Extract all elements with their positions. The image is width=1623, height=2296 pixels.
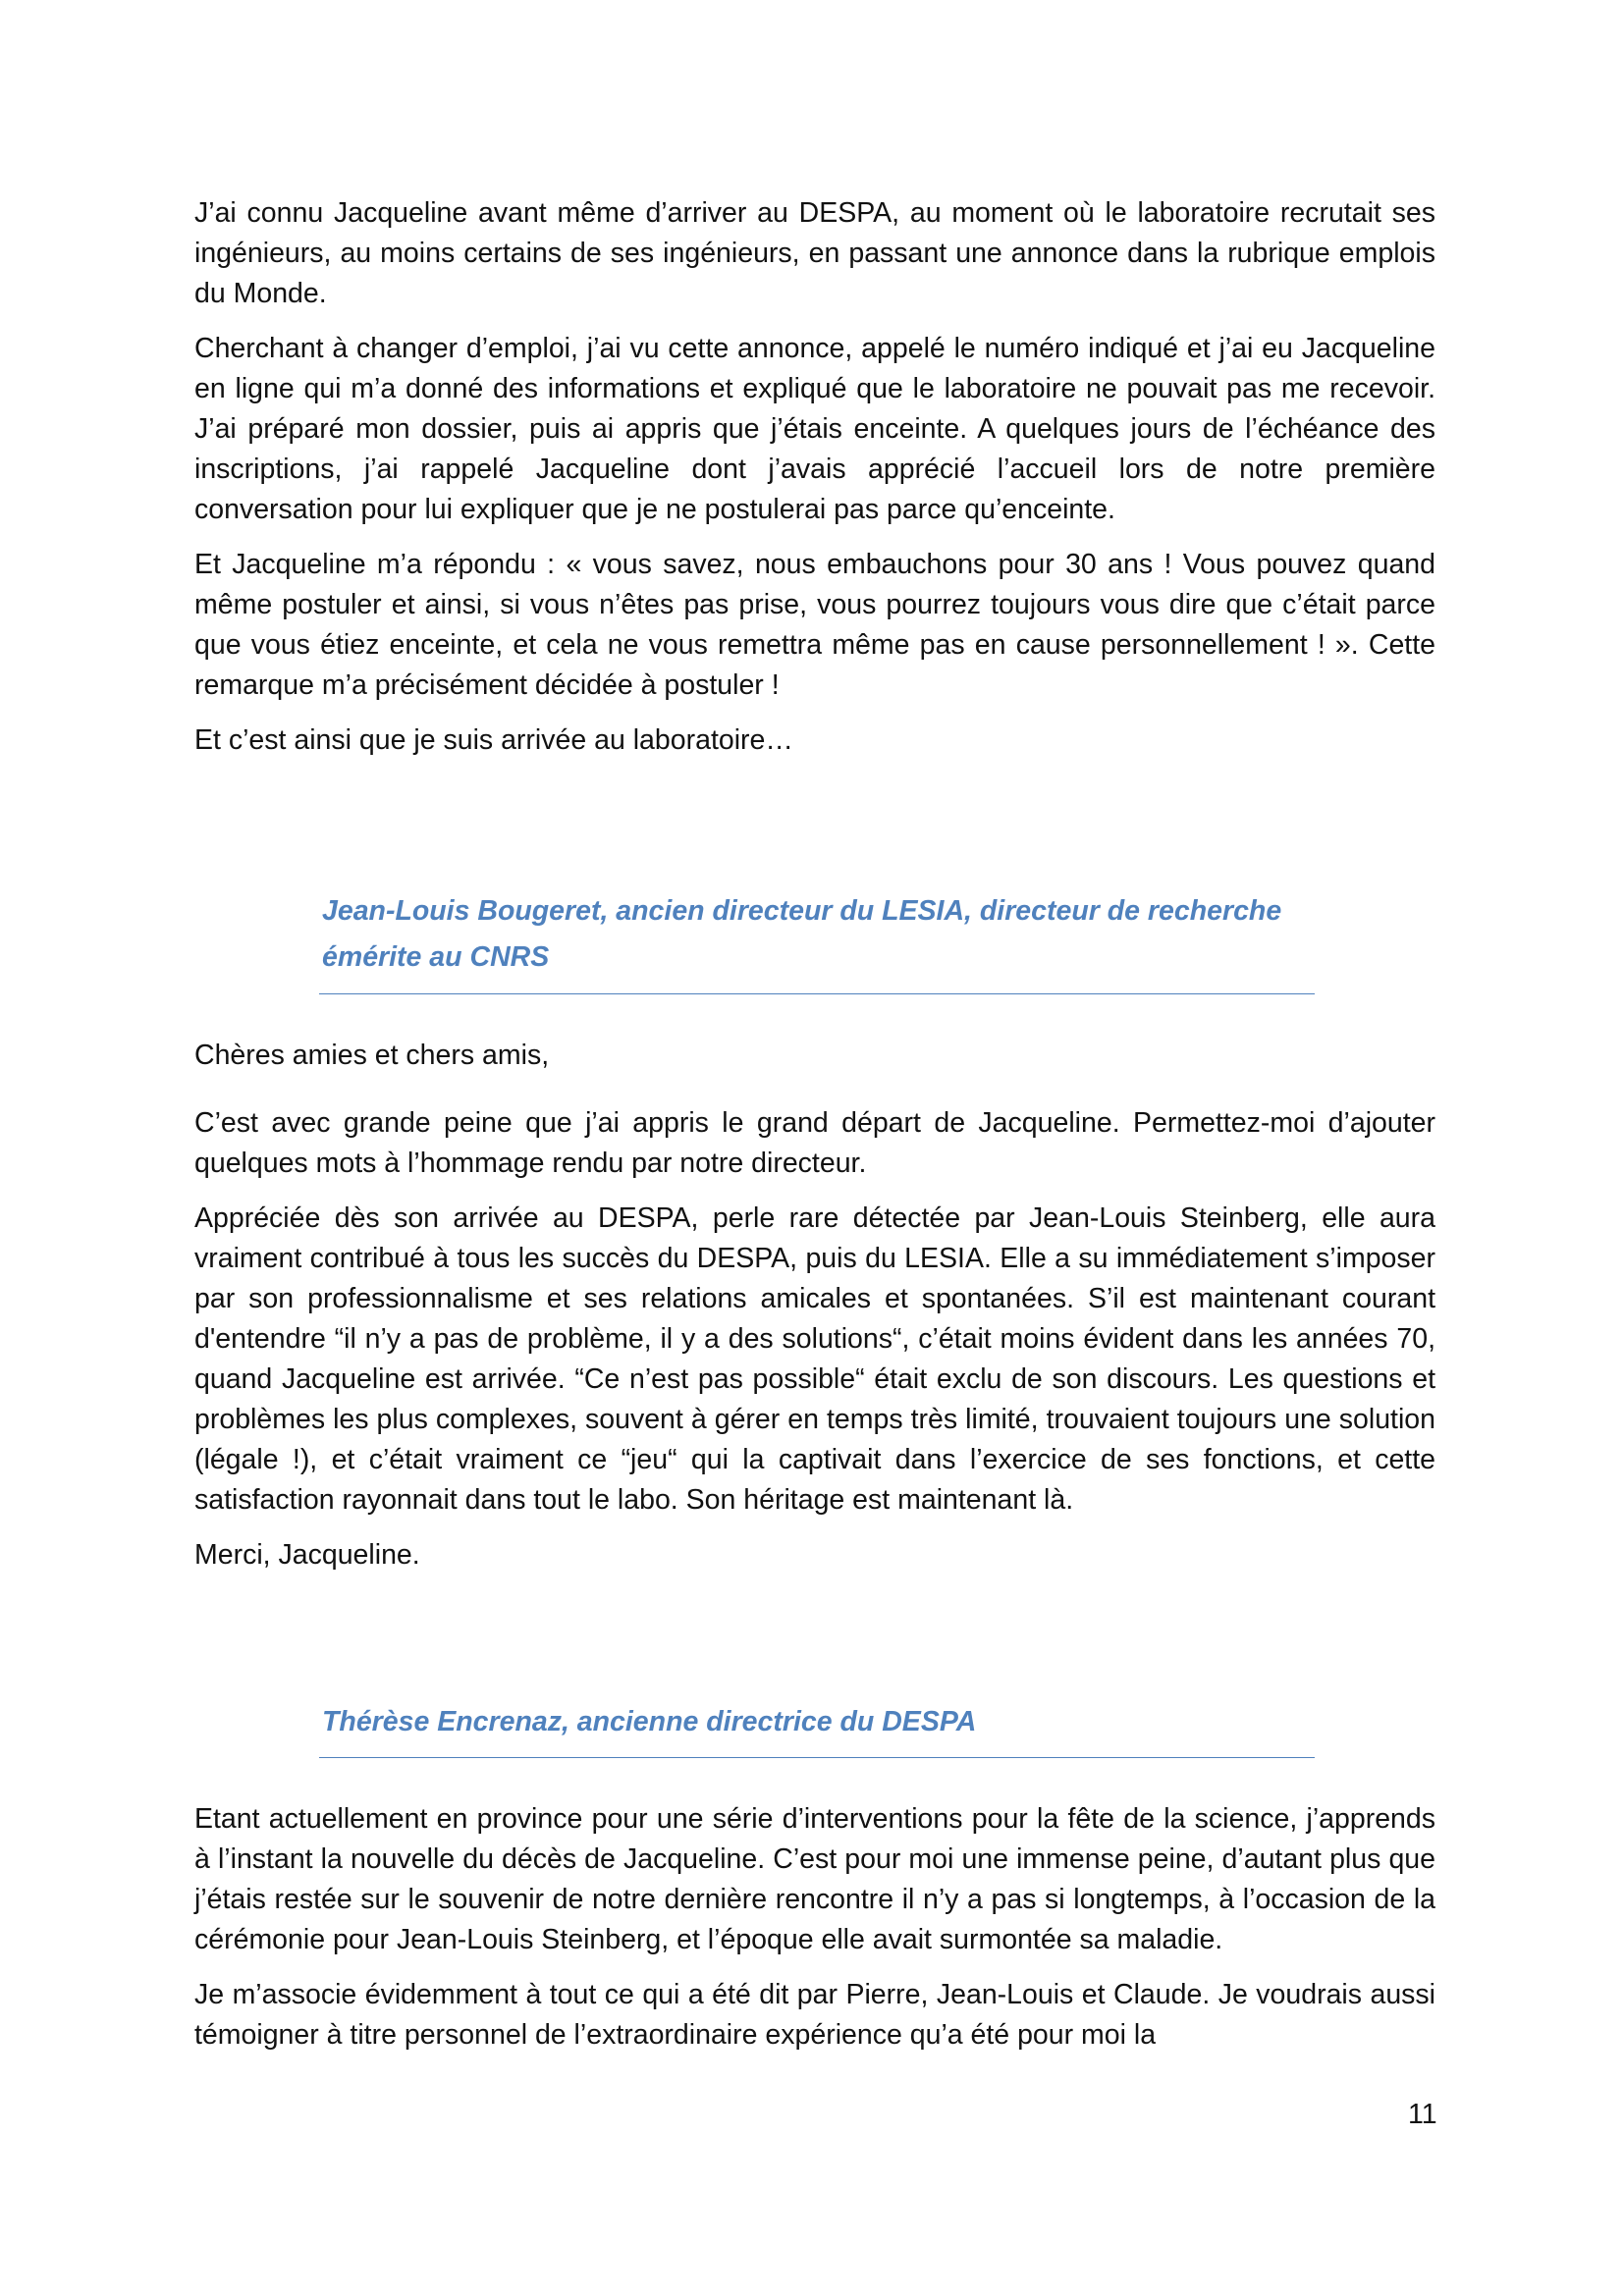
page-number: 11 bbox=[1408, 2099, 1437, 2130]
section-testimony-intro bbox=[194, 193, 1435, 775]
closing: Merci, Jacqueline. bbox=[194, 1539, 420, 1571]
paragraph: Appréciée dès son arrivée au DESPA, perle rare détectée par Jean-Louis Steinberg, elle aura vraiment contribué à tous les succès du DESPA, puis du LESIA. Elle a su immédiatement s’imposer par son professionnalisme et ses relations amicales et spontanées. S’il est maintenant courant d'entendre “il n’y a pas de problème, il y a des solutions“, c’était moins évident dans les années 70, quand Jacqueline est arrivée. “Ce n’est pas possible“ était exclu de son discours. Les questions et problèmes les plus complexes, souvent à gérer en temps très limité, trouvaient toujours une solution (légale !), et c’était vraiment ce “jeu“ qui la captivait dans l’exercice de ses fonctions, et cette satisfaction rayonnait dans tout le labo. Son héritage est maintenant là. bbox=[194, 1202, 1435, 1516]
paragraph: Etant actuellement en province pour une série d’interventions pour la fête de la science, j’apprends à l’instant la nouvelle du décès de Jacqueline. C’est pour moi une immense peine, d’autant plus que j’étais restée sur le souvenir de notre dernière rencontre il n’y a pas si longtemps, à l’occasion de la cérémonie pour Jean-Louis Steinberg, et l’époque elle avait surmontée sa maladie. bbox=[194, 1803, 1435, 1955]
paragraph: Et Jacqueline m’a répondu : « vous savez, nous embauchons pour 30 ans ! Vous pouvez quand même postuler et ainsi, si vous n’êtes pas prise, vous pourrez toujours vous dire que c’était parce que vous étiez enceinte, et cela ne vous remettra même pas en cause personnellement ! ». Cette remarque m’a précisément décidée à postuler ! bbox=[194, 549, 1435, 701]
heading-underline bbox=[319, 993, 1315, 994]
paragraph: Je m’associe évidemment à tout ce qui a été dit par Pierre, Jean-Louis et Claude. Je voudrais aussi témoigner à titre personnel de l’extraordinaire expérience qu’a été pour moi la bbox=[194, 1979, 1435, 2051]
section-heading-encrenaz: Thérèse Encrenaz, ancienne directrice du DESPA bbox=[322, 1706, 977, 1737]
paragraph: C’est avec grande peine que j’ai appris le grand départ de Jacqueline. Permettez-moi d’ajouter quelques mots à l’hommage rendu par notre directeur. bbox=[194, 1107, 1435, 1179]
greeting: Chères amies et chers amis, bbox=[194, 1040, 550, 1071]
paragraph: Cherchant à changer d’emploi, j’ai vu cette annonce, appelé le numéro indiqué et j’ai eu Jacqueline en ligne qui m’a donné des informations et expliqué que le laboratoire ne pouvait pas me recevoir. J’ai préparé mon dossier, puis ai appris que j’étais enceinte. A quelques jours de l’échéance des inscriptions, j’ai rappelé Jacqueline dont j’avais apprécié l’accueil lors de notre première conversation pour lui expliquer que je ne postulerai pas parce qu’enceinte. bbox=[194, 333, 1435, 525]
heading-underline bbox=[319, 1757, 1315, 1758]
section-bougeret-body bbox=[194, 1036, 1435, 1590]
paragraph: Et c’est ainsi que je suis arrivée au laboratoire… bbox=[194, 724, 793, 756]
section-heading-bougeret: Jean-Louis Bougeret, ancien directeur du LESIA, directeur de recherche émérite au CNRS bbox=[322, 895, 1282, 973]
section-encrenaz-body bbox=[194, 1799, 1435, 2070]
paragraph: J’ai connu Jacqueline avant même d’arriver au DESPA, au moment où le laboratoire recrutait ses ingénieurs, au moins certains de ses ingénieurs, en passant une annonce dans la rubrique emplois du Monde. bbox=[194, 197, 1435, 309]
